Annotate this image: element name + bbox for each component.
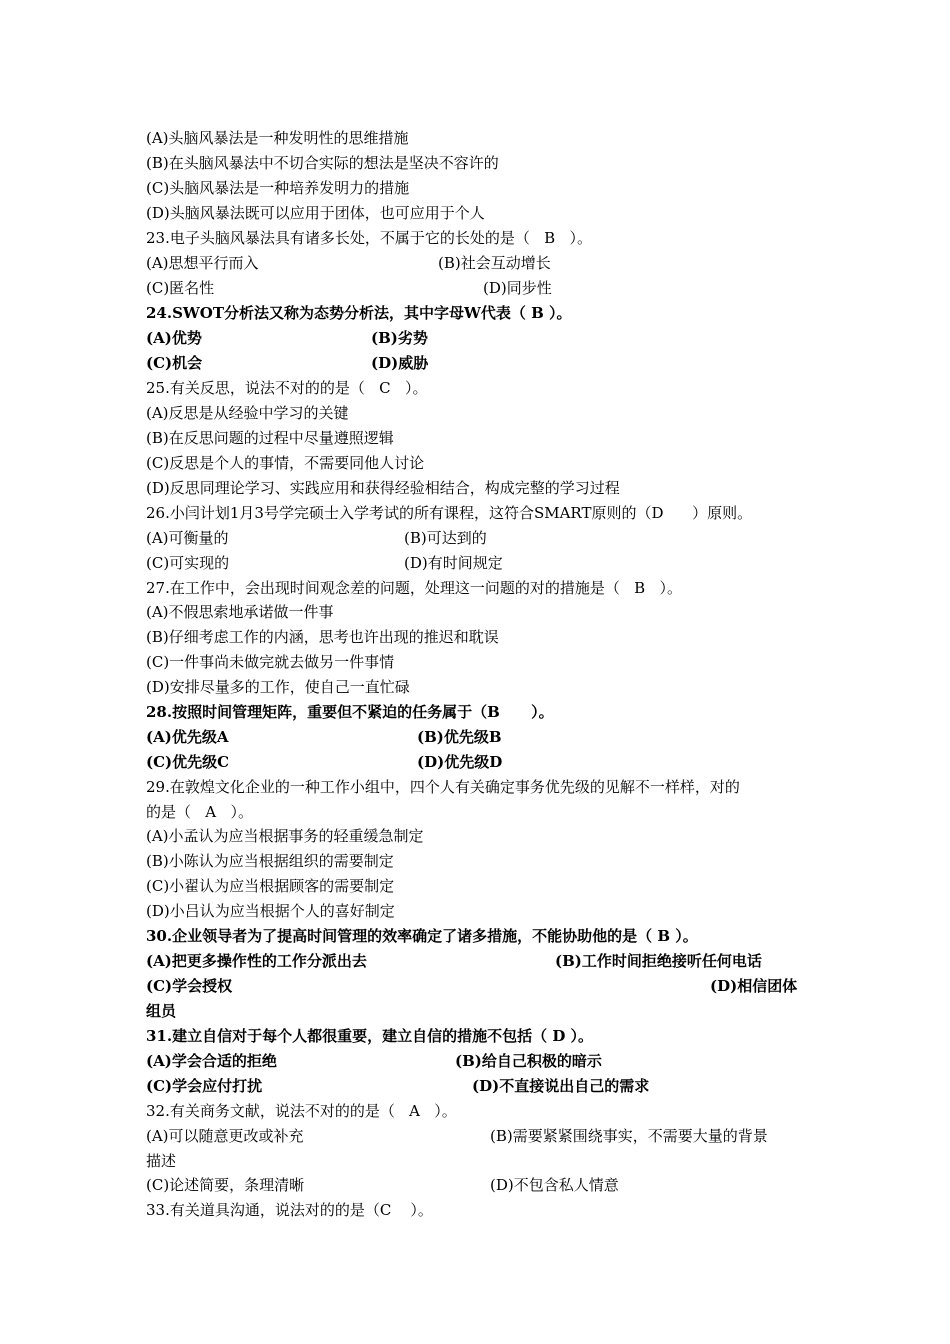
text-line: 26.小闫计划1月3号学完硕士入学考试的所有课程，这符合SMART原则的（D ）原则。: [146, 504, 753, 522]
text-line: 28.按照时间管理矩阵，重要但不紧迫的任务属于（B ）。: [146, 703, 554, 721]
text-line: (D)小吕认为应当根据个人的喜好制定: [146, 902, 395, 920]
text-line: (C)机会: [146, 354, 203, 372]
text-line: (C)小翟认为应当根据顾客的需要制定: [146, 877, 395, 895]
option-second-column: (B)可达到的: [404, 529, 487, 547]
text-line: (A)优先级A: [146, 728, 229, 746]
option-second-column: (D)不包含私人情意: [490, 1176, 619, 1194]
text-line: (D)头脑风暴法既可以应用于团体，也可应用于个人: [146, 204, 485, 222]
text-line: 31.建立自信对于每个人都很重要，建立自信的措施不包括（ D ）。: [146, 1027, 594, 1045]
text-line: 32.有关商务文献，说法不对的的是（ A ）。: [146, 1102, 457, 1120]
option-second-column: (B)工作时间拒绝接听任何电话: [555, 952, 762, 970]
text-line: 30.企业领导者为了提高时间管理的效率确定了诸多措施，不能协助他的是（ B ）。: [146, 927, 698, 945]
text-line: (A)可以随意更改或补充: [146, 1127, 304, 1145]
text-line: (B)在头脑风暴法中不切合实际的想法是坚决不容许的: [146, 154, 499, 172]
text-line: 24.SWOT分析法又称为态势分析法，其中字母W代表（ B ）。: [146, 304, 572, 322]
text-line: (C)反思是个人的事情，不需要同他人讨论: [146, 454, 425, 472]
text-line: (D)安排尽量多的工作，使自己一直忙碌: [146, 678, 410, 696]
text-line: (A)把更多操作性的工作分派出去: [146, 952, 367, 970]
text-line: 23.电子头脑风暴法具有诸多长处，不属于它的长处的是（ B ）。: [146, 229, 592, 247]
text-line: 描述: [146, 1152, 177, 1170]
text-line: (A)学会合适的拒绝: [146, 1052, 277, 1070]
text-line: (B)小陈认为应当根据组织的需要制定: [146, 852, 394, 870]
text-line: 25.有关反思，说法不对的的是（ C ）。: [146, 379, 428, 397]
text-line: 组员: [146, 1002, 177, 1020]
option-second-column: (D)有时间规定: [404, 554, 503, 572]
text-line: (C)可实现的: [146, 554, 230, 572]
option-second-column: (B)优先级B: [417, 728, 502, 746]
option-second-column: (D)优先级D: [417, 753, 503, 771]
option-second-column: (B)需要紧紧围绕事实，不需要大量的背景: [490, 1127, 768, 1145]
option-second-column: (D)不直接说出自己的需求: [472, 1077, 650, 1095]
text-line: 33.有关道具沟通，说法对的的是（C ）。: [146, 1201, 433, 1219]
text-line: (C)匿名性: [146, 279, 215, 297]
text-line: (A)可衡量的: [146, 529, 229, 547]
text-line: (A)思想平行而入: [146, 254, 259, 272]
text-line: (C)一件事尚未做完就去做另一件事情: [146, 653, 395, 671]
option-second-column: (D)相信团体: [710, 977, 798, 995]
text-line: (C)头脑风暴法是一种培养发明力的措施: [146, 179, 410, 197]
text-line: 的是（ A ）。: [146, 803, 253, 821]
text-line: (A)反思是从经验中学习的关键: [146, 404, 349, 422]
text-line: (C)优先级C: [146, 753, 230, 771]
text-line: (C)学会应付打扰: [146, 1077, 263, 1095]
text-line: (C)论述简要，条理清晰: [146, 1176, 305, 1194]
text-line: (A)不假思索地承诺做一件事: [146, 603, 334, 621]
option-second-column: (B)给自己积极的暗示: [455, 1052, 602, 1070]
option-second-column: (B)劣势: [371, 329, 428, 347]
text-line: (A)优势: [146, 329, 202, 347]
text-line: (C)学会授权: [146, 977, 233, 995]
text-line: (D)反思同理论学习、实践应用和获得经验相结合，构成完整的学习过程: [146, 479, 620, 497]
text-line: (A)头脑风暴法是一种发明性的思维措施: [146, 129, 409, 147]
option-second-column: (D)同步性: [483, 279, 552, 297]
option-second-column: (B)社会互动增长: [438, 254, 551, 272]
option-second-column: (D)威胁: [371, 354, 429, 372]
text-line: (B)仔细考虑工作的内涵，思考也许出现的推迟和耽误: [146, 628, 499, 646]
text-line: 27.在工作中，会出现时间观念差的问题，处理这一问题的对的措施是（ B ）。: [146, 579, 682, 597]
text-line: 29.在敦煌文化企业的一种工作小组中，四个人有关确定事务优先级的见解不一样样，对的: [146, 778, 740, 796]
text-line: (A)小孟认为应当根据事务的轻重缓急制定: [146, 827, 424, 845]
text-line: (B)在反思问题的过程中尽量遵照逻辑: [146, 429, 394, 447]
